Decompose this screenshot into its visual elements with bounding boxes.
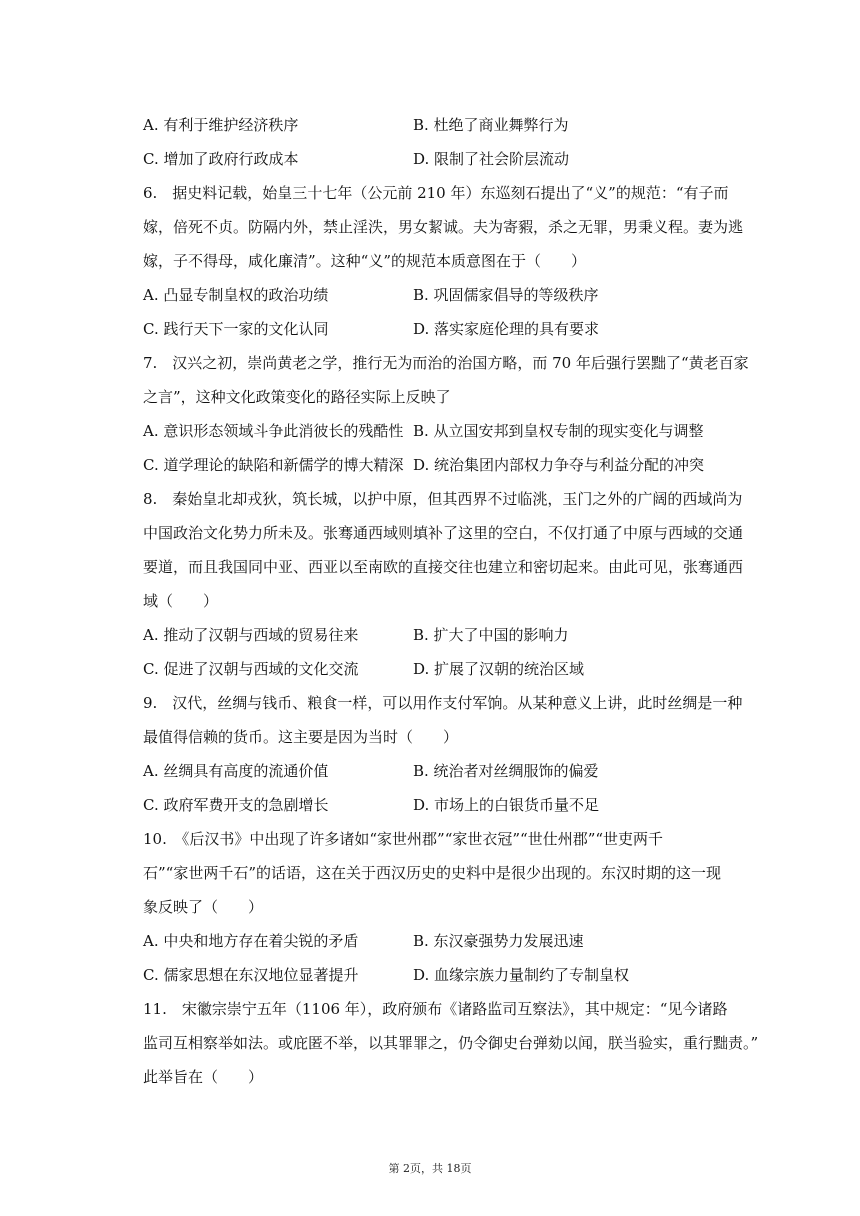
q5-option-d: D. 限制了社会阶层流动 — [413, 150, 570, 168]
q6-stem-line: 嫁，子不得母，咸化廉清”。这种“义”的规范本质意图在于（ ） — [143, 252, 587, 270]
q7-stem-line: 7. 汉兴之初，崇尚黄老之学，推行无为而治的治国方略，而 70 年后强行罢黜了“黄老百家 — [143, 354, 749, 372]
q8-stem-line: 要道，而且我国同中亚、西亚以至南欧的直接交往也建立和密切起来。由此可见，张骞通西 — [143, 558, 744, 576]
q10-options-row-1 — [143, 924, 753, 958]
q6-option-c: C. 践行天下一家的文化认同 — [143, 320, 329, 338]
q9-stem-line: 最值得信赖的货币。这主要是因为当时（ ） — [143, 728, 459, 746]
q7-option-b: B. 从立国安邦到皇权专制的现实变化与调整 — [413, 422, 704, 440]
question-8 — [143, 482, 753, 686]
q7-option-a: A. 意识形态领域斗争此消彼长的残酷性 — [143, 422, 404, 440]
q10-option-a: A. 中央和地方存在着尖锐的矛盾 — [143, 932, 359, 950]
q10-options-row-2 — [143, 958, 753, 992]
q5-option-b: B. 杜绝了商业舞弊行为 — [413, 116, 569, 134]
q11-stem-line: 此举旨在（ ） — [143, 1068, 264, 1086]
q5-option-c: C. 增加了政府行政成本 — [143, 150, 299, 168]
question-9 — [143, 686, 753, 822]
q7-stem-line: 之言”，这种文化政策变化的路径实际上反映了 — [143, 388, 451, 406]
q6-option-d: D. 落实家庭伦理的具有要求 — [413, 320, 600, 338]
q10-stem-line: 象反映了（ ） — [143, 898, 264, 916]
question-11 — [143, 992, 759, 1094]
q8-option-d: D. 扩展了汉朝的统治区域 — [413, 660, 585, 678]
q6-option-b: B. 巩固儒家倡导的等级秩序 — [413, 286, 599, 304]
q10-stem-line: 石”“家世两千石”的话语，这在关于西汉历史的史料中是很少出现的。东汉时期的这一现 — [143, 864, 722, 882]
q10-option-d: D. 血缘宗族力量制约了专制皇权 — [413, 966, 630, 984]
q8-stem-line: 域（ ） — [143, 592, 219, 610]
q8-option-a: A. 推动了汉朝与西域的贸易往来 — [143, 626, 359, 644]
q8-stem-line: 中国政治文化势力所未及。张骞通西域则填补了这里的空白，不仅打通了中原与西域的交通 — [143, 524, 744, 542]
question-7 — [143, 346, 753, 482]
q11-stem-line: 11. 宋徽宗崇宁五年（1106 年），政府颁布《诸路监司互察法》，其中规定：“见今诸路 — [143, 1000, 728, 1018]
question-6 — [143, 176, 753, 346]
q9-options-row-2 — [143, 788, 753, 822]
q5-options-row-1 — [143, 108, 753, 142]
q10-stem-line: 10. 《后汉书》中出现了许多诸如“家世州郡”“家世衣冠”“世仕州郡”“世吏两千 — [143, 830, 664, 848]
q6-stem-line: 6. 据史料记载，始皇三十七年（公元前 210 年）东巡刻石提出了“义”的规范：“有子而 — [143, 184, 729, 202]
page-footer: 第 2页，共 18页 — [388, 1162, 472, 1175]
q8-option-c: C. 促进了汉朝与西域的文化交流 — [143, 660, 359, 678]
q9-stem-line: 9. 汉代，丝绸与钱币、粮食一样，可以用作支付军饷。从某种意义上讲，此时丝绸是一种 — [143, 694, 743, 712]
q10-option-b: B. 东汉豪强势力发展迅速 — [413, 932, 584, 950]
q5-options-row-2 — [143, 142, 753, 176]
q6-option-a: A. 凸显专制皇权的政治功绩 — [143, 286, 329, 304]
q9-option-d: D. 市场上的白银货币量不足 — [413, 796, 600, 814]
q7-option-d: D. 统治集团内部权力争夺与利益分配的冲突 — [413, 456, 705, 474]
q7-options-row-2 — [143, 448, 753, 482]
q7-option-c: C. 道学理论的缺陷和新儒学的博大精深 — [143, 456, 404, 474]
page-content — [143, 108, 759, 1094]
q9-options-row-1 — [143, 754, 753, 788]
q6-stem-line: 嫁，倍死不贞。防隔内外，禁止淫泆，男女絜诚。夫为寄豭，杀之无罪，男秉义程。妻为逃 — [143, 218, 744, 236]
q9-option-a: A. 丝绸具有高度的流通价值 — [143, 762, 329, 780]
question-10 — [143, 822, 753, 992]
q8-options-row-2 — [143, 652, 753, 686]
q6-options-row-2 — [143, 312, 753, 346]
q8-option-b: B. 扩大了中国的影响力 — [413, 626, 569, 644]
q6-options-row-1 — [143, 278, 753, 312]
q9-option-b: B. 统治者对丝绸服饰的偏爱 — [413, 762, 599, 780]
q10-option-c: C. 儒家思想在东汉地位显著提升 — [143, 966, 359, 984]
q5-option-a: A. 有利于维护经济秩序 — [143, 116, 299, 134]
q8-stem-line: 8. 秦始皇北却戎狄，筑长城，以护中原，但其西界不过临洮，玉门之外的广阔的西域尚为 — [143, 490, 743, 508]
q11-stem-line: 监司互相察举如法。或庇匿不举，以其罪罪之，仍令御史台弹劾以闻，朕当验实，重行黜责。” — [143, 1034, 759, 1052]
q8-options-row-1 — [143, 618, 753, 652]
q9-option-c: C. 政府军费开支的急剧增长 — [143, 796, 329, 814]
q7-options-row-1 — [143, 414, 753, 448]
